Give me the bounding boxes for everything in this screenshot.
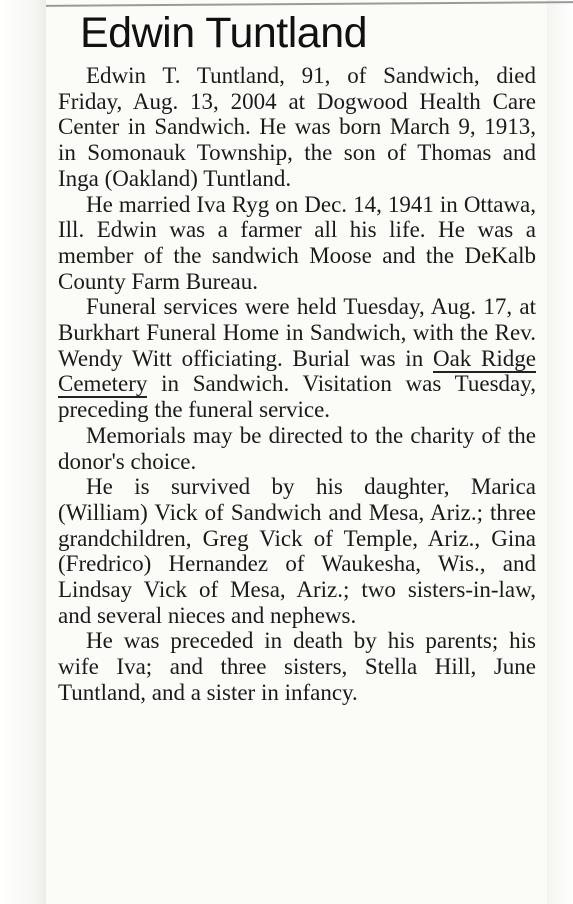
scan-edge-right [547,0,573,904]
obituary-body [58,63,536,706]
obituary-clipping [58,6,536,886]
paragraph-funeral [58,294,536,423]
clipping-cutoff [58,872,536,886]
cemetery-name-underlined: Oak Ridge Cemetery [58,345,536,397]
scan-edge-left [0,0,46,904]
funeral-text-after: in Sandwich. Visitation was Tuesday, preceding the funeral service. [58,371,536,423]
paragraph-marriage: He married Iva Ryg on Dec. 14, 1941 in Ottawa, Ill. Edwin was a farmer all his life. He was a member of the sandwich Moose and the DeKalb County Farm Bureau. [58,191,536,294]
paragraph-biography: Edwin T. Tuntland, 91, of Sandwich, died Friday, Aug. 13, 2004 at Dogwood Health Care Center in Sandwich. He was born March 9, 1913, in Somonauk Township, the son of Thomas and Inga (Oakland) Tuntland. [58,63,536,191]
obituary-headline: Edwin Tuntland [80,9,368,57]
paragraph-survivors: He is survived by his daughter, Marica (William) Vick of Sandwich and Mesa, Ariz.; three grandchildren, Greg Vick of Temple, Ariz., Gina (Fredrico) Hernandez of Waukesha, Wis., and Lindsay Vick of Mesa, Ariz.; two sisters-in-law, and several nieces and nephews. [58,474,536,628]
paragraph-preceded: He was preceded in death by his parents; his wife Iva; and three sisters, Stella Hill, June Tuntland, and a sister in infancy. [58,628,536,705]
paragraph-memorials: Memorials may be directed to the charity of the donor's choice. [58,422,536,474]
funeral-text-before: Funeral services were held Tuesday, Aug. 17, at Burkhart Funeral Home in Sandwich, with the Rev. Wendy Witt officiating. Burial was in [58,294,536,371]
